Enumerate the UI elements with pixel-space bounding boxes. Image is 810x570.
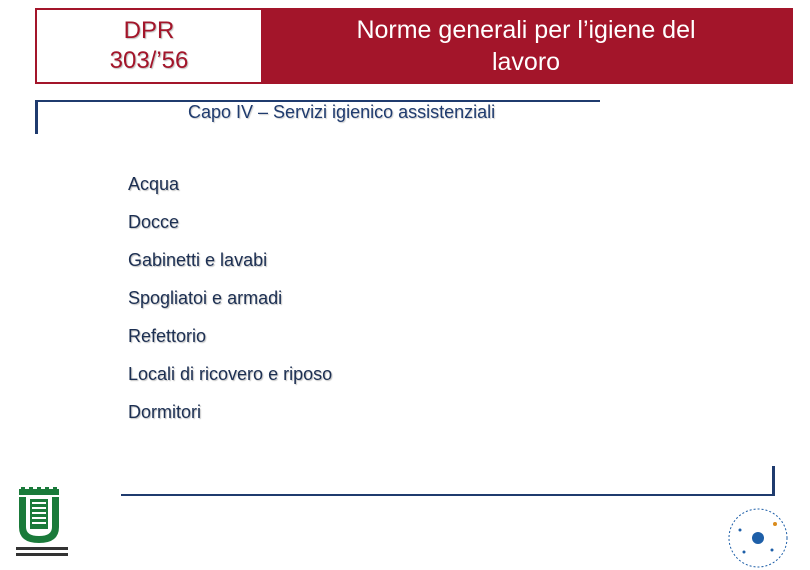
dpr-reference — [37, 10, 261, 82]
list-item: Acqua — [128, 174, 180, 194]
chapter-subtitle: Capo IV – Servizi igienico assistenziali — [188, 102, 496, 122]
dpr-line-1: DPR — [123, 17, 175, 44]
list-item: Locali di ricovero e riposo — [128, 364, 333, 384]
bottom-divider — [121, 494, 775, 496]
list-item: Dormitori — [128, 402, 202, 422]
slide-title-line-1: Norme generali per l’igiene del — [356, 16, 696, 44]
list-item: Spogliatoi e armadi — [128, 288, 283, 308]
list-item: Refettorio — [128, 326, 207, 346]
list-item: Gabinetti e lavabi — [128, 250, 268, 270]
top-divider-tick — [35, 100, 38, 134]
slide-title-line-2: lavoro — [491, 48, 561, 76]
bottom-divider-tick — [772, 466, 775, 496]
university-logo — [16, 487, 68, 559]
services-list — [128, 170, 332, 436]
dpr-line-2: 303/’56 — [109, 47, 189, 74]
slide-title — [261, 10, 791, 82]
list-item: Docce — [128, 212, 180, 232]
inaf-logo — [720, 500, 798, 568]
